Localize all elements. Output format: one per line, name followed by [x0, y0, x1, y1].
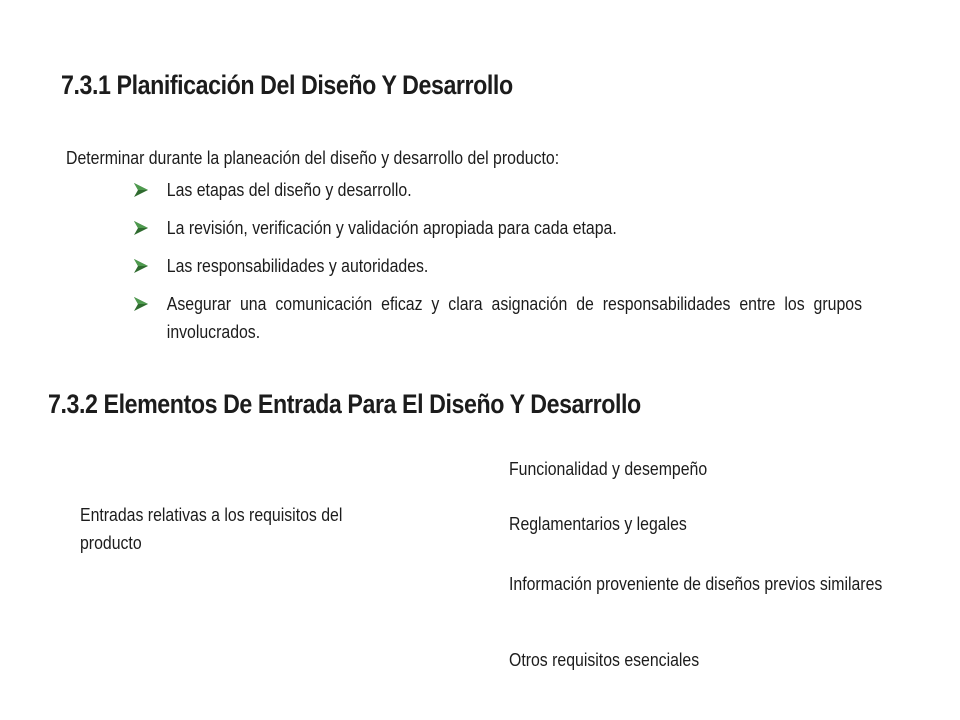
- input-requirements-label: Entradas relativas a los requisitos del producto: [80, 505, 343, 553]
- input-item-regulatory: Reglamentarios y legales: [509, 514, 687, 534]
- bullet-item: [136, 290, 926, 346]
- bullet-text: Asegurar una comunicación eficaz y clara asignación de responsabilidades entre los grupos involucrados.: [166, 294, 863, 342]
- bullet-text: Las responsabilidades y autoridades.: [166, 256, 429, 276]
- input-item-functionality: Funcionalidad y desempeño: [509, 459, 708, 479]
- input-item-other-requirements: Otros requisitos esenciales: [509, 650, 700, 670]
- section-1-intro: Determinar durante la planeación del diseño y desarrollo del producto:: [66, 148, 560, 168]
- bullet-item: [136, 176, 926, 204]
- bullet-text: Las etapas del diseño y desarrollo.: [166, 180, 412, 200]
- section-1-heading: 7.3.1 Planificación Del Diseño Y Desarrollo: [61, 70, 513, 100]
- section-2-heading: 7.3.2 Elementos De Entrada Para El Diseño Y Desarrollo: [48, 389, 641, 419]
- section-1-bullet-list: [136, 176, 926, 356]
- bullet-text: La revisión, verificación y validación apropiada para cada etapa.: [166, 218, 617, 238]
- bullet-item: [136, 252, 926, 280]
- bullet-item: [136, 214, 926, 242]
- input-item-previous-designs: Información proveniente de diseños previos similares: [509, 574, 883, 594]
